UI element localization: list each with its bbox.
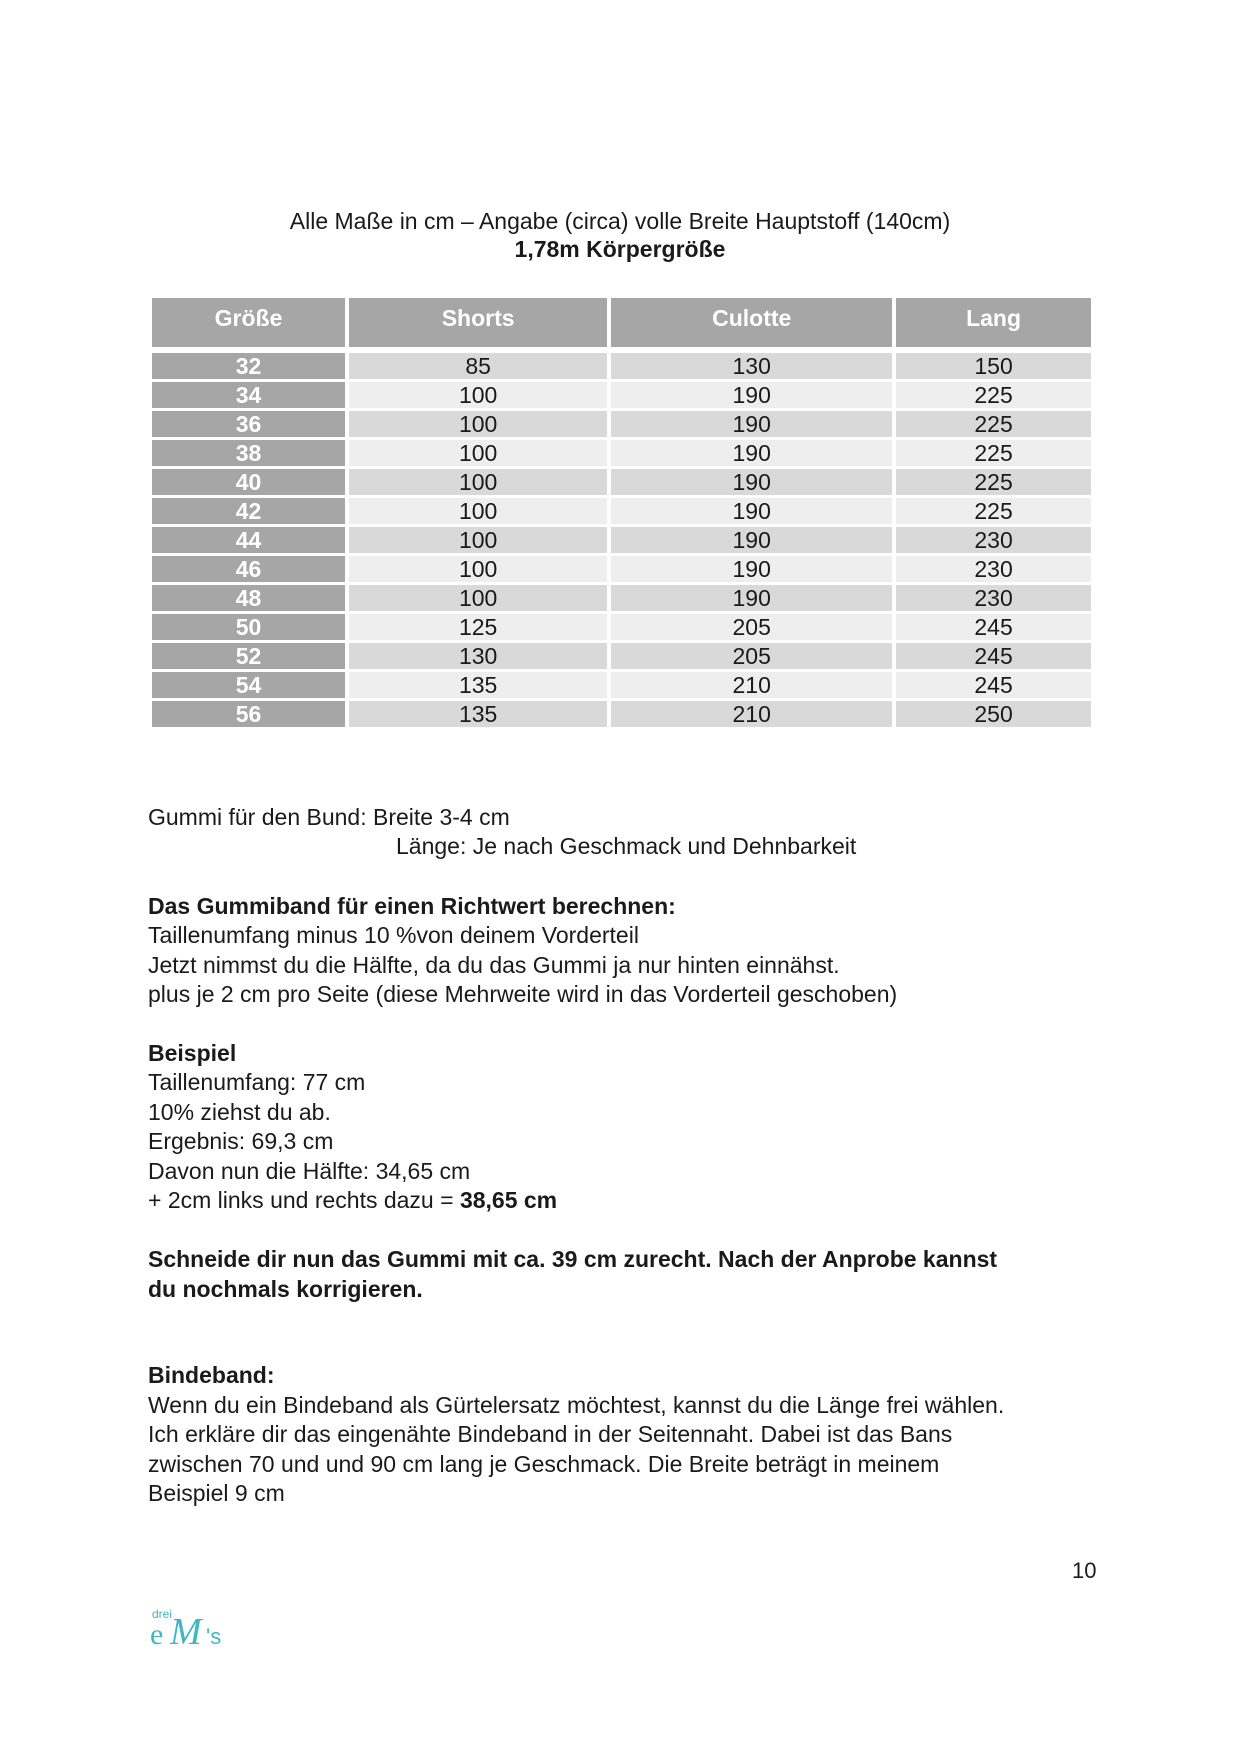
culotte-cell: 190	[611, 498, 892, 524]
table-row	[152, 614, 1091, 640]
header-groesse: Größe	[152, 298, 345, 347]
size-cell: 56	[152, 701, 345, 727]
schneide-line-1: Schneide dir nun das Gummi mit ca. 39 cm zurecht. Nach der Anprobe kannst	[148, 1246, 998, 1272]
lang-cell: 230	[896, 585, 1091, 611]
bindeband-line: zwischen 70 und und 90 cm lang je Geschmack. Die Breite beträgt in meinem	[148, 1451, 940, 1477]
table-row	[152, 411, 1091, 437]
shorts-cell: 130	[349, 643, 607, 669]
page-number: 10	[1072, 1558, 1097, 1583]
table-row	[152, 585, 1091, 611]
culotte-cell: 130	[611, 353, 892, 379]
culotte-cell: 210	[611, 701, 892, 727]
beispiel-result-line	[148, 1186, 557, 1216]
size-cell: 38	[152, 440, 345, 466]
size-cell: 52	[152, 643, 345, 669]
header-shorts: Shorts	[349, 298, 607, 347]
table-row	[152, 643, 1091, 669]
logo-e: e	[150, 1618, 164, 1651]
lang-cell: 245	[896, 614, 1091, 640]
shorts-cell: 125	[349, 614, 607, 640]
table-row	[152, 469, 1091, 495]
size-cell: 36	[152, 411, 345, 437]
beispiel-line: 10% ziehst du ab.	[148, 1099, 331, 1125]
shorts-cell: 100	[349, 527, 607, 553]
size-cell: 50	[152, 614, 345, 640]
lang-cell: 225	[896, 411, 1091, 437]
size-cell: 42	[152, 498, 345, 524]
size-cell: 34	[152, 382, 345, 408]
berechnen-line: plus je 2 cm pro Seite (diese Mehrweite wird in das Vorderteil geschoben)	[148, 981, 898, 1007]
lang-cell: 245	[896, 643, 1091, 669]
beispiel-title: Beispiel	[148, 1040, 237, 1066]
culotte-cell: 190	[611, 411, 892, 437]
bindeband-line: Wenn du ein Bindeband als Gürtelersatz möchtest, kannst du die Länge frei wählen.	[148, 1392, 1005, 1418]
size-cell: 40	[152, 469, 345, 495]
logo-s: 's	[206, 1624, 222, 1649]
bindeband-line: Beispiel 9 cm	[148, 1480, 285, 1506]
size-cell: 46	[152, 556, 345, 582]
table-row	[152, 701, 1091, 727]
culotte-cell: 205	[611, 614, 892, 640]
shorts-cell: 100	[349, 498, 607, 524]
bindeband-title: Bindeband:	[148, 1362, 275, 1388]
size-table	[148, 295, 1095, 730]
page-heading: Alle Maße in cm – Angabe (circa) volle Breite Hauptstoff (140cm)	[289, 208, 951, 234]
beispiel-result-value: 38,65 cm	[459, 1187, 558, 1213]
size-cell: 54	[152, 672, 345, 698]
berechnen-line: Jetzt nimmst du die Hälfte, da du das Gummi ja nur hinten einnähst.	[148, 952, 840, 978]
header-culotte: Culotte	[611, 298, 892, 347]
schneide-line-2: du nochmals korrigieren.	[148, 1276, 423, 1302]
dreiems-logo	[148, 1600, 238, 1660]
berechnen-line: Taillenumfang minus 10 %von deinem Vorderteil	[148, 922, 639, 948]
logo-drei: drei	[152, 1607, 173, 1621]
page-subheading: 1,78m Körpergröße	[514, 236, 726, 262]
beispiel-line: Davon nun die Hälfte: 34,65 cm	[148, 1158, 471, 1184]
shorts-cell: 100	[349, 382, 607, 408]
shorts-cell: 100	[349, 440, 607, 466]
table-body	[152, 350, 1091, 727]
lang-cell: 230	[896, 527, 1091, 553]
table-row	[152, 353, 1091, 379]
table-row	[152, 556, 1091, 582]
beispiel-line: Taillenumfang: 77 cm	[148, 1069, 366, 1095]
culotte-cell: 205	[611, 643, 892, 669]
size-cell: 32	[152, 353, 345, 379]
logo-m: M	[170, 1611, 202, 1653]
size-cell: 48	[152, 585, 345, 611]
lang-cell: 150	[896, 353, 1091, 379]
gummi-line-2: Länge: Je nach Geschmack und Dehnbarkeit	[396, 833, 857, 859]
table-row	[152, 672, 1091, 698]
culotte-cell: 190	[611, 527, 892, 553]
culotte-cell: 190	[611, 440, 892, 466]
lang-cell: 225	[896, 498, 1091, 524]
table-row	[152, 498, 1091, 524]
header-lang: Lang	[896, 298, 1091, 347]
size-cell: 44	[152, 527, 345, 553]
gummi-line-1: Gummi für den Bund: Breite 3-4 cm	[148, 804, 510, 830]
shorts-cell: 135	[349, 672, 607, 698]
shorts-cell: 85	[349, 353, 607, 379]
shorts-cell: 100	[349, 411, 607, 437]
shorts-cell: 100	[349, 585, 607, 611]
lang-cell: 225	[896, 382, 1091, 408]
lang-cell: 230	[896, 556, 1091, 582]
beispiel-result-prefix: + 2cm links und rechts dazu =	[148, 1187, 460, 1213]
lang-cell: 225	[896, 469, 1091, 495]
bindeband-line: Ich erkläre dir das eingenähte Bindeband in der Seitennaht. Dabei ist das Bans	[148, 1421, 953, 1447]
culotte-cell: 190	[611, 469, 892, 495]
culotte-cell: 190	[611, 382, 892, 408]
lang-cell: 245	[896, 672, 1091, 698]
berechnen-title: Das Gummiband für einen Richtwert berechnen:	[148, 893, 676, 919]
lang-cell: 225	[896, 440, 1091, 466]
shorts-cell: 135	[349, 701, 607, 727]
culotte-cell: 190	[611, 585, 892, 611]
table-row	[152, 382, 1091, 408]
table-row	[152, 440, 1091, 466]
beispiel-line: Ergebnis: 69,3 cm	[148, 1128, 334, 1154]
culotte-cell: 190	[611, 556, 892, 582]
shorts-cell: 100	[349, 469, 607, 495]
lang-cell: 250	[896, 701, 1091, 727]
table-row	[152, 527, 1091, 553]
culotte-cell: 210	[611, 672, 892, 698]
shorts-cell: 100	[349, 556, 607, 582]
table-header-row	[152, 298, 1091, 347]
